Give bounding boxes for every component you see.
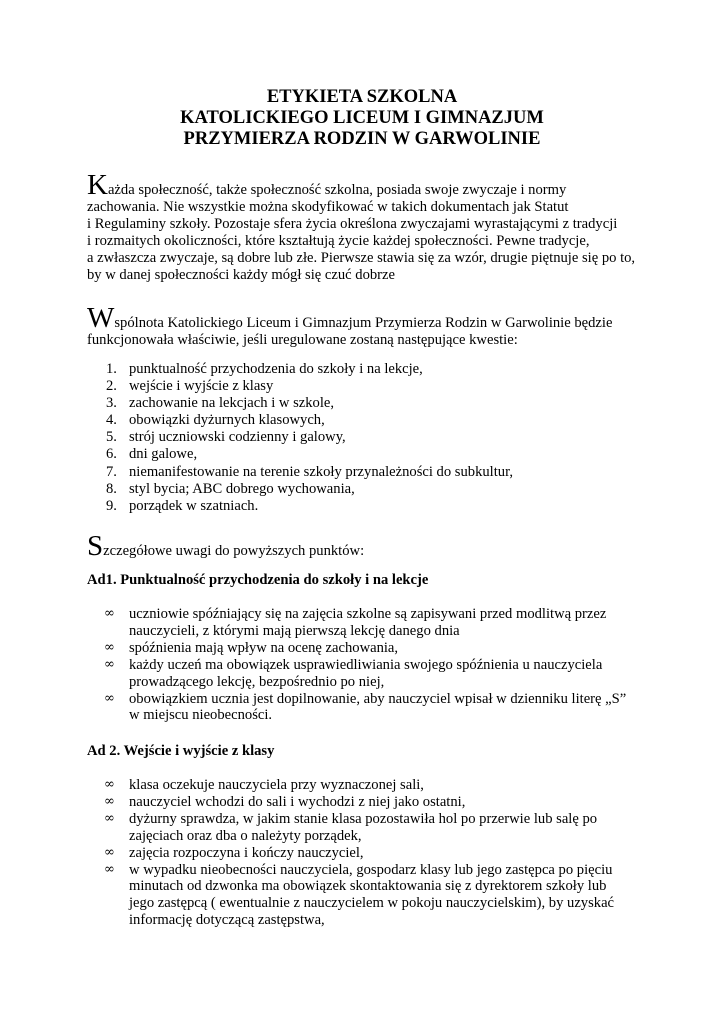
community-line-2: funkcjonowała właściwie, jeśli uregulowane zostaną następujące kwestie:	[87, 332, 518, 348]
title-line-3: PRZYMIERZA RODZIN W GARWOLINIE	[183, 129, 541, 149]
list-item-text: niemanifestowanie na terenie szkoły przynależności do subkultur,	[129, 463, 513, 480]
document-title	[0, 87, 724, 150]
list-item	[106, 429, 513, 446]
item-line: dyżurny sprawdza, w jakim stanie klasa pozostawiła hol po przerwie lub salę po	[129, 810, 598, 827]
list-item	[104, 777, 614, 794]
title-line-1: ETYKIETA SZKOLNA	[266, 87, 458, 107]
infinity-bullet-icon: ∞	[104, 690, 115, 706]
list-item	[104, 794, 614, 811]
infinity-bullet-icon: ∞	[104, 777, 115, 792]
item-line: zajęcia rozpoczyna i kończy nauczyciel,	[129, 844, 364, 861]
item-line: minutach od dzwonka ma obowiązek skontaktowania się z dyrektorem szkoły lub	[129, 878, 607, 895]
list-number: 9.	[106, 497, 117, 514]
infinity-bullet-icon: ∞	[104, 810, 115, 826]
list-item-text: wejście i wyjście z klasy	[129, 378, 274, 395]
list-number: 3.	[106, 395, 117, 412]
details-intro-text: zczegółowe uwagi do powyższych punktów:	[103, 543, 365, 559]
list-number: 1.	[106, 361, 117, 377]
infinity-bullet-icon: ∞	[104, 861, 115, 877]
list-item	[106, 378, 513, 395]
list-item	[104, 862, 614, 930]
list-item-text: strój uczniowski codzienny i galowy,	[129, 429, 346, 446]
intro-line-6: by w danej społeczności każdy mógł się czuć dobrze	[87, 267, 395, 283]
community-line-1: spólnota Katolickiego Liceum i Gimnazjum Przymierza Rodzin w Garwolinie będzie	[114, 315, 613, 331]
item-line: w miejscu nieobecności.	[129, 707, 273, 724]
dropcap-w: W	[87, 302, 115, 334]
infinity-bullet-icon: ∞	[104, 793, 115, 809]
list-number: 5.	[106, 429, 117, 446]
list-item	[106, 395, 513, 412]
item-line: obowiązkiem ucznia jest dopilnowanie, aby nauczyciel wpisał w dzienniku literę „S”	[129, 690, 627, 707]
item-line: informację dotyczącą zastępstwa,	[129, 912, 325, 929]
community-paragraph	[87, 302, 647, 349]
item-line: nauczycieli, z którymi mają pierwszą lekcję danego dnia	[129, 622, 460, 639]
item-line: prowadzącego lekcję, bezpośrednio po niej,	[129, 673, 385, 690]
item-line: w wypadku nieobecności nauczyciela, gospodarz klasy lub jego zastępca po pięciu	[129, 861, 613, 878]
list-item-text: punktualność przychodzenia do szkoły i na lekcje,	[129, 361, 423, 377]
list-item	[104, 657, 626, 691]
infinity-bullet-icon: ∞	[104, 844, 115, 860]
list-item	[106, 361, 513, 378]
item-line: nauczyciel wchodzi do sali i wychodzi z niej jako ostatni,	[129, 793, 466, 810]
dropcap-s: S	[87, 530, 104, 562]
item-line: każdy uczeń ma obowiązek usprawiedliwiania swojego spóźnienia u nauczyciela	[129, 656, 603, 673]
infinity-bullet-icon: ∞	[104, 639, 115, 655]
list-item	[106, 446, 513, 463]
title-line-2: KATOLICKIEGO LICEUM I GIMNAZJUM	[180, 108, 544, 128]
item-line: klasa oczekuje nauczyciela przy wyznaczonej sali,	[129, 777, 424, 793]
infinity-bullet-icon: ∞	[104, 656, 115, 672]
details-intro	[87, 530, 647, 562]
topics-list	[106, 361, 513, 515]
list-number: 7.	[106, 463, 117, 480]
list-item-text: porządek w szatniach.	[129, 497, 259, 514]
item-line: jego zastępcą ( ewentualnie z nauczycielem w pokoju nauczycielskim), by uzyskać	[129, 895, 615, 912]
list-item	[104, 640, 626, 657]
list-item	[104, 845, 614, 862]
intro-line-3: i Regulaminy szkoły. Pozostaje sfera życia określona zwyczajami wyrastającymi z tradycji	[87, 216, 618, 232]
list-number: 2.	[106, 378, 117, 395]
intro-line-1: ażda społeczność, także społeczność szkolna, posiada swoje zwyczaje i normy	[107, 182, 567, 198]
list-item	[104, 811, 614, 845]
list-item-text: styl bycia; ABC dobrego wychowania,	[129, 480, 355, 497]
intro-paragraph	[87, 169, 647, 284]
section-1-list	[104, 606, 626, 724]
list-item	[106, 464, 513, 481]
list-item	[106, 481, 513, 498]
list-item-text: zachowanie na lekcjach i w szkole,	[129, 395, 335, 412]
intro-line-4: i rozmaitych okoliczności, które kształtują życie każdej społeczności. Pewne tradycje,	[87, 233, 590, 249]
list-number: 8.	[106, 480, 117, 497]
list-item-text: obowiązki dyżurnych klasowych,	[129, 412, 325, 429]
item-line: spóźnienia mają wpływ na ocenę zachowania,	[129, 639, 399, 656]
section-1-heading: Ad1. Punktualność przychodzenia do szkoły i na lekcje	[87, 572, 429, 588]
list-item	[104, 691, 626, 725]
list-item	[106, 412, 513, 429]
intro-line-5: a zwłaszcza zwyczaje, są dobre lub złe. Pierwsze stawia się za wzór, drugie piętnuje się po to,	[87, 250, 636, 266]
item-line: uczniowie spóźniający się na zajęcia szkolne są zapisywani przed modlitwą przez	[129, 606, 607, 622]
list-item	[106, 498, 513, 515]
intro-line-2: zachowania. Nie wszystkie można skodyfikować w takich dokumentach jak Statut	[87, 199, 569, 215]
list-item	[104, 606, 626, 640]
item-line: zajęciach oraz dba o należyty porządek,	[129, 827, 362, 844]
list-number: 4.	[106, 412, 117, 429]
section-2-heading: Ad 2. Wejście i wyjście z klasy	[87, 743, 275, 759]
section-2-list	[104, 777, 614, 929]
dropcap-k: K	[87, 169, 108, 201]
infinity-bullet-icon: ∞	[104, 606, 115, 621]
list-number: 6.	[106, 446, 117, 463]
list-item-text: dni galowe,	[129, 446, 198, 463]
